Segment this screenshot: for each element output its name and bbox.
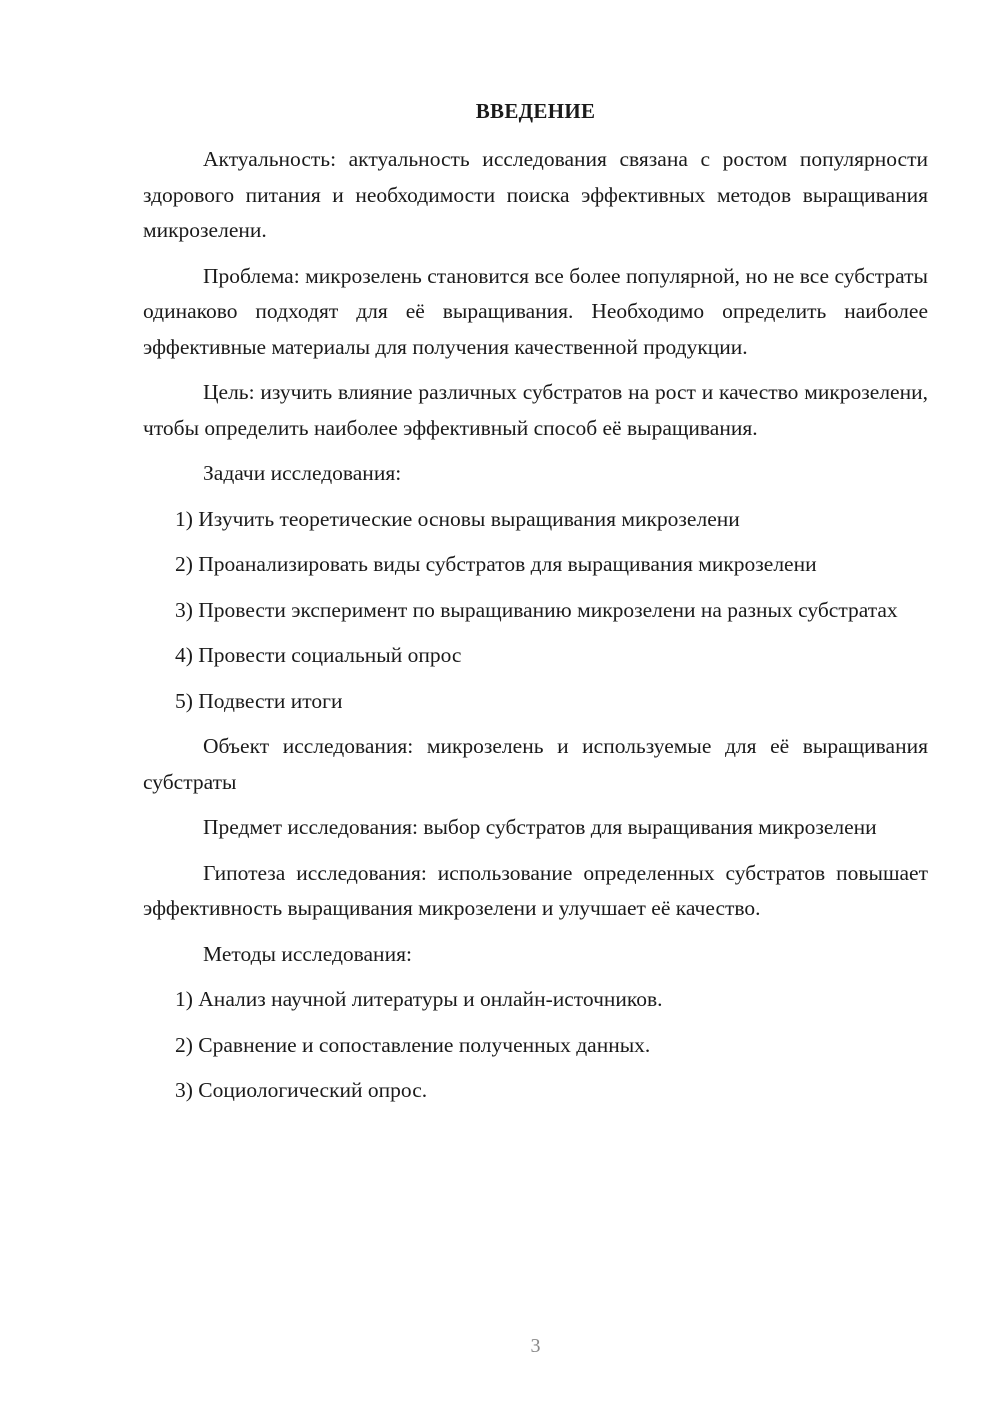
- method-item-3: 3) Социологический опрос.: [175, 1078, 428, 1102]
- task-item-5: 5) Подвести итоги: [175, 688, 343, 713]
- task-item-1: 1) Изучить теоретические основы выращивания микрозелени: [175, 506, 740, 531]
- paragraph-subject: Предмет исследования: выбор субстратов для выращивания микрозелени: [203, 815, 877, 839]
- task-item-3: 3) Провести эксперимент по выращиванию микрозелени на разных субстратах: [175, 597, 898, 622]
- paragraph-object: Объект исследования: микрозелень и используемые для её выращивания субстраты: [143, 734, 928, 794]
- task-item-2: 2) Проанализировать виды субстратов для выращивания микрозелени: [175, 552, 817, 576]
- paragraph-tasks-heading: Задачи исследования:: [203, 461, 402, 485]
- method-item-1: 1) Анализ научной литературы и онлайн-источников.: [175, 987, 663, 1011]
- document-page: [143, 0, 928, 1414]
- task-item-4: 4) Провести социальный опрос: [175, 643, 462, 667]
- section-title: ВВЕДЕНИЕ: [475, 99, 596, 123]
- paragraph-hypothesis: Гипотеза исследования: использование определенных субстратов повышает эффективность выращивания микрозелени и улучшает её качество.: [143, 860, 928, 920]
- section-body: [143, 142, 928, 1119]
- paragraph-goal: Цель: изучить влияние различных субстратов на рост и качество микрозелени, чтобы определить наиболее эффективный способ её выращивания.: [143, 380, 928, 440]
- method-item-2: 2) Сравнение и сопоставление полученных данных.: [175, 1032, 651, 1057]
- paragraph-relevance: Актуальность: актуальность исследования связана с ростом популярности здорового питания и необходимости поиска эффективных методов выращивания микрозелени.: [143, 147, 928, 242]
- paragraph-problem: Проблема: микрозелень становится все более популярной, но не все субстраты одинаково подходят для её выращивания. Необходимо определить наиболее эффективные материалы для получения качественной продукции.: [143, 263, 928, 359]
- page-number: 3: [530, 1335, 541, 1357]
- paragraph-methods-heading: Методы исследования:: [203, 941, 412, 966]
